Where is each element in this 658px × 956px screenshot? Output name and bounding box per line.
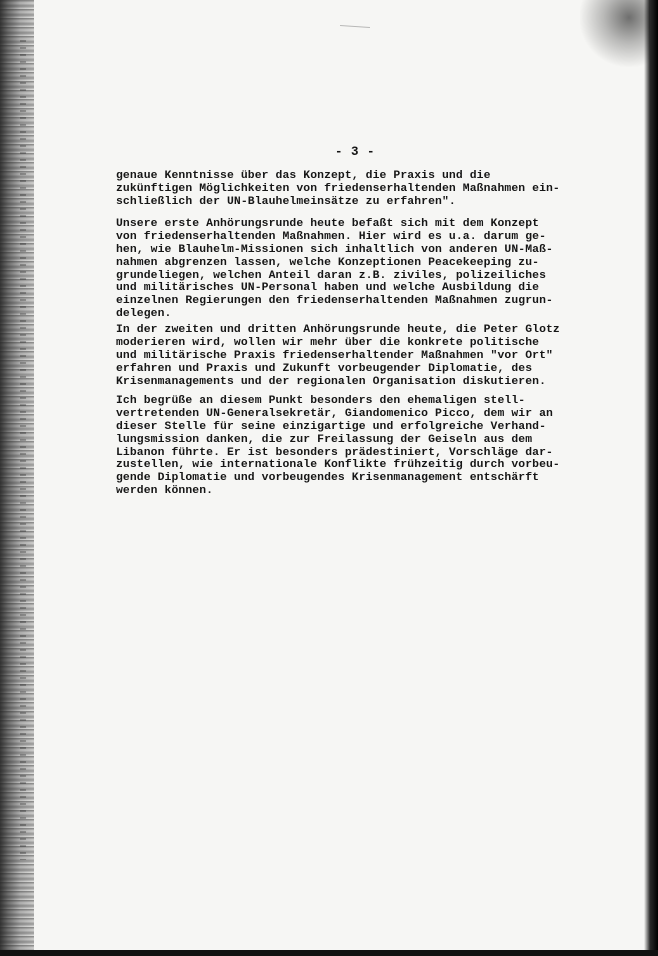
text-line: gende Diplomatie und vorbeugendes Krisenmanagement entschärft xyxy=(116,472,540,485)
scan-edge-right xyxy=(644,0,658,956)
paragraph xyxy=(116,218,586,321)
text-line: werden können. xyxy=(116,485,214,498)
scan-mark xyxy=(340,25,370,28)
scan-corner-smudge xyxy=(580,0,650,70)
text-line: Krisenmanagements und der regionalen Organisation diskutieren. xyxy=(116,375,547,388)
text-line: zustellen, wie internationale Konflikte frühzeitig durch vorbeu- xyxy=(116,459,560,472)
paragraph xyxy=(116,324,586,388)
text-line: vertretenden UN-Generalsekretär, Giandomenico Picco, dem wir an xyxy=(116,407,553,420)
scan-edge-left-artifact xyxy=(20,40,26,860)
text-line: erfahren und Praxis und Zukunft vorbeugender Diplomatie, des xyxy=(116,362,533,375)
scan-edge-bottom xyxy=(0,950,658,956)
text-line: einzelnen Regierungen den friedenserhaltenden Maßnahmen zugrun- xyxy=(116,295,553,308)
text-line: hen, wie Blauhelm-Missionen sich inhaltlich von anderen UN-Maß- xyxy=(116,243,553,256)
text-line: lungsmission danken, die zur Freilassung der Geiseln aus dem xyxy=(116,433,533,446)
text-line: Libanon führte. Er ist besonders prädestiniert, Vorschläge dar- xyxy=(116,446,553,459)
text-line: Ich begrüße an diesem Punkt besonders den ehemaligen stell- xyxy=(116,395,526,407)
text-line: und militärisches UN-Personal haben und welche Ausbildung die xyxy=(116,282,540,295)
text-line: In der zweiten und dritten Anhörungsrunde heute, die Peter Glotz xyxy=(116,324,560,336)
text-line: von friedenserhaltenden Maßnahmen. Hier wird es u.a. darum ge- xyxy=(116,230,547,243)
text-line: delegen. xyxy=(116,308,172,321)
paragraph xyxy=(116,170,586,209)
paragraph xyxy=(116,395,586,498)
text-line: nahmen abgrenzen lassen, welche Konzeptionen Peacekeeping zu- xyxy=(116,256,540,269)
text-line: zukünftigen Möglichkeiten von friedenserhaltenden Maßnahmen ein- xyxy=(116,182,560,195)
text-line: schließlich der UN-Blauhelmeinsätze zu erfahren". xyxy=(116,195,456,208)
text-line: grundeliegen, welchen Anteil daran z.B. ziviles, polizeiliches xyxy=(116,269,547,282)
text-line: Unsere erste Anhörungsrunde heute befaßt sich mit dem Konzept xyxy=(116,218,540,230)
scan-edge-left xyxy=(0,0,34,956)
text-line: dieser Stelle für seine einzigartige und erfolgreiche Verhand- xyxy=(116,420,547,433)
page-number: - 3 - xyxy=(335,145,376,159)
text-line: und militärische Praxis friedenserhaltender Maßnahmen "vor Ort" xyxy=(116,349,553,362)
text-line: moderieren wird, wollen wir mehr über die konkrete politische xyxy=(116,336,540,349)
text-line: genaue Kenntnisse über das Konzept, die Praxis und die xyxy=(116,170,491,182)
